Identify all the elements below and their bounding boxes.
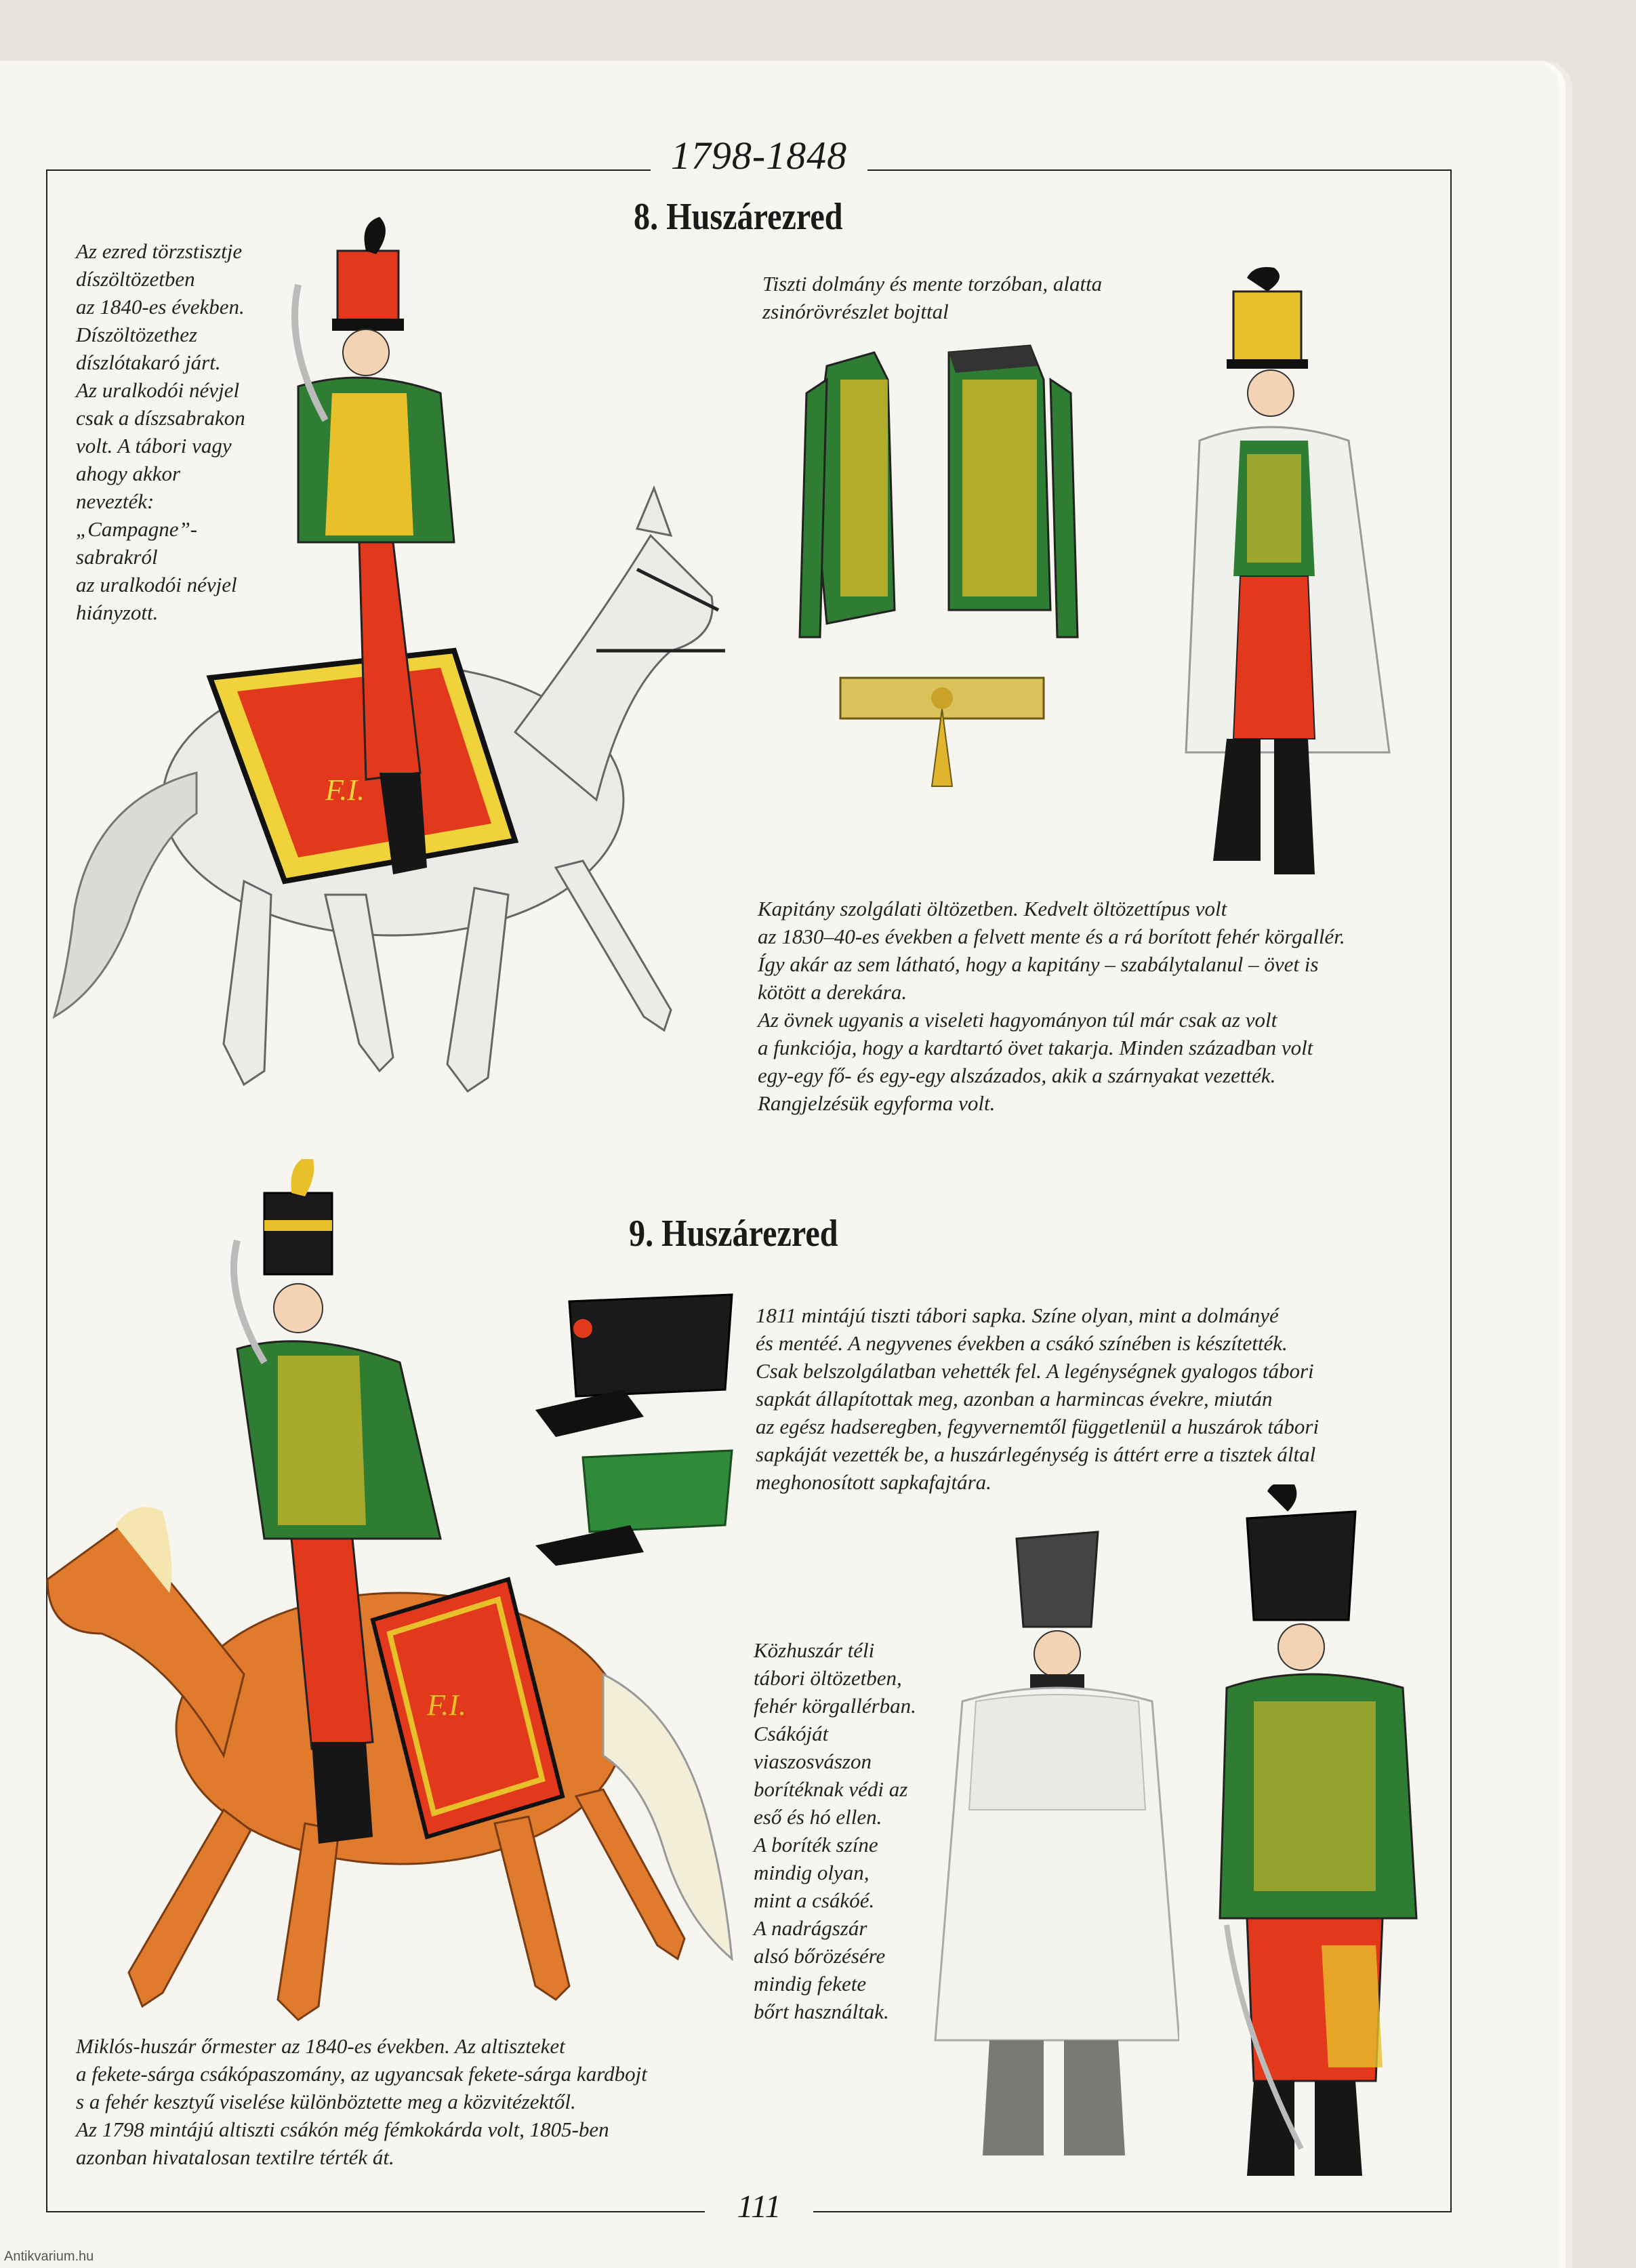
caption-line: sapkát állapítottak meg, azonban a harmincas évekre, miután bbox=[756, 1387, 1273, 1411]
sash-with-tassel bbox=[840, 678, 1044, 786]
hussar-rear-view-illustration bbox=[1200, 1484, 1430, 2189]
caption-line: nevezték: bbox=[76, 489, 155, 513]
caption-line: Tiszti dolmány és mente torzóban, alatta bbox=[762, 272, 1103, 296]
caption-line: csak a díszsabrakon bbox=[76, 406, 245, 430]
chestnut-horse bbox=[47, 1507, 732, 2020]
caption-line: egy-egy fő- és egy-egy alszázados, akik a szárnyakat vezették. bbox=[758, 1064, 1276, 1087]
dolman-jacket bbox=[800, 352, 895, 637]
caption-line: az uralkodói névjel bbox=[76, 573, 237, 596]
caption-dolman bbox=[762, 270, 1102, 325]
caption-line: mint a csákóé. bbox=[754, 1888, 875, 1912]
svg-text:F.I.: F.I. bbox=[325, 773, 365, 807]
caption-line: az egész hadseregben, fegyvernemtől függetlenül a huszárok tábori bbox=[756, 1415, 1320, 1438]
caption-line: Díszöltözethez bbox=[76, 323, 198, 346]
mounted-officer-illustration bbox=[41, 217, 773, 1139]
caption-line: hiányzott. bbox=[76, 601, 159, 624]
svg-text:F.I.: F.I. bbox=[427, 1688, 466, 1722]
caption-line: s a fehér kesztyű viselése különböztette meg a közvitézektől. bbox=[76, 2090, 576, 2113]
caption-line: mindig olyan, bbox=[754, 1861, 870, 1884]
page-number: 111 bbox=[705, 2188, 813, 2225]
caption-line: eső és hó ellen. bbox=[754, 1805, 882, 1829]
caption-line: mindig fekete bbox=[754, 1972, 867, 1996]
caption-line: tábori öltözetben, bbox=[754, 1666, 902, 1690]
caption-line: borítéknak védi az bbox=[754, 1777, 908, 1801]
caption-line: Csákóját bbox=[754, 1722, 829, 1745]
caption-line: A nadrágszár bbox=[754, 1916, 867, 1940]
caption-line: viaszosvászon bbox=[754, 1749, 872, 1773]
caption-line: volt. A tábori vagy bbox=[76, 434, 232, 458]
mounted-sergeant-illustration bbox=[20, 1159, 752, 2033]
winter-cape-hussar-illustration bbox=[922, 1525, 1179, 2169]
caption-line: sabrakról bbox=[76, 545, 158, 569]
running-head: 1798-1848 bbox=[651, 133, 867, 178]
watermark: Antikvarium.hu bbox=[4, 2249, 94, 2264]
dolman-and-mente-illustration bbox=[786, 339, 1084, 827]
caption-winter-dress bbox=[754, 1636, 916, 2025]
caption-line: 1811 mintájú tiszti tábori sapka. Színe olyan, mint a dolmányé bbox=[756, 1303, 1279, 1327]
caption-line: Rangjelzésük egyforma volt. bbox=[758, 1091, 996, 1115]
caption-captain bbox=[758, 895, 1345, 1117]
caption-line: Közhuszár téli bbox=[754, 1638, 875, 1662]
caption-line: az 1840-es években. bbox=[76, 295, 245, 319]
caption-line: „Campagne”- bbox=[76, 517, 198, 541]
caption-line: A boríték színe bbox=[754, 1833, 878, 1857]
caption-line: a fekete-sárga csákópaszomány, az ugyancsak fekete-sárga kardbojt bbox=[76, 2062, 647, 2086]
caption-line: alsó bőrözésére bbox=[754, 1944, 886, 1968]
caption-line: meghonosított sapkafajtára. bbox=[756, 1470, 991, 1494]
caption-line: Az ezred törzstisztje bbox=[76, 239, 243, 263]
caption-line: Az övnek ugyanis a viseleti hagyományon túl már csak az volt bbox=[758, 1008, 1277, 1032]
captain-service-dress-illustration bbox=[1145, 264, 1416, 888]
caption-line: azonban hivatalosan textilre térték át. bbox=[76, 2145, 394, 2169]
caption-line: Kapitány szolgálati öltözetben. Kedvelt öltözettípus volt bbox=[758, 897, 1227, 920]
caption-line: Így akár az sem látható, hogy a kapitány – szabálytalanul – övet is bbox=[758, 952, 1319, 976]
caption-line: kötött a derekára. bbox=[758, 980, 907, 1004]
caption-field-cap bbox=[756, 1301, 1319, 1496]
caption-line: ahogy akkor bbox=[76, 462, 181, 485]
caption-line: és mentéé. A negyvenes években a csákó színében is készítették. bbox=[756, 1331, 1288, 1355]
caption-line: Az 1798 mintájú altiszti csákón még fémkokárda volt, 1805-ben bbox=[76, 2118, 609, 2141]
caption-line: sapkáját vezették be, a huszárlegénység is áttért erre a tisztek által bbox=[756, 1442, 1316, 1466]
caption-line: zsinórövrészlet bojttal bbox=[762, 300, 949, 323]
heading-8-huszarezred: 8. Huszárezred bbox=[634, 196, 843, 238]
caption-line: Az uralkodói névjel bbox=[76, 378, 240, 402]
heading-9-huszarezred: 9. Huszárezred bbox=[629, 1213, 838, 1255]
caption-line: díszlótakaró járt. bbox=[76, 350, 221, 374]
caption-line: a funkciója, hogy a kardtartó övet takarja. Minden században volt bbox=[758, 1036, 1313, 1059]
caption-line: fehér körgallérban. bbox=[754, 1694, 916, 1718]
caption-line: bőrt használtak. bbox=[754, 2000, 889, 2023]
caption-line: díszöltözetben bbox=[76, 267, 195, 291]
caption-line: Miklós-huszár őrmester az 1840-es években. Az altiszteket bbox=[76, 2034, 565, 2058]
caption-line: az 1830–40-es években a felvett mente és a rá borított fehér körgallér. bbox=[758, 925, 1345, 948]
caption-line: Csak belszolgálatban vehették fel. A legénységnek gyalogos tábori bbox=[756, 1359, 1314, 1383]
mente-jacket bbox=[949, 346, 1078, 637]
caption-sergeant bbox=[76, 2032, 647, 2171]
